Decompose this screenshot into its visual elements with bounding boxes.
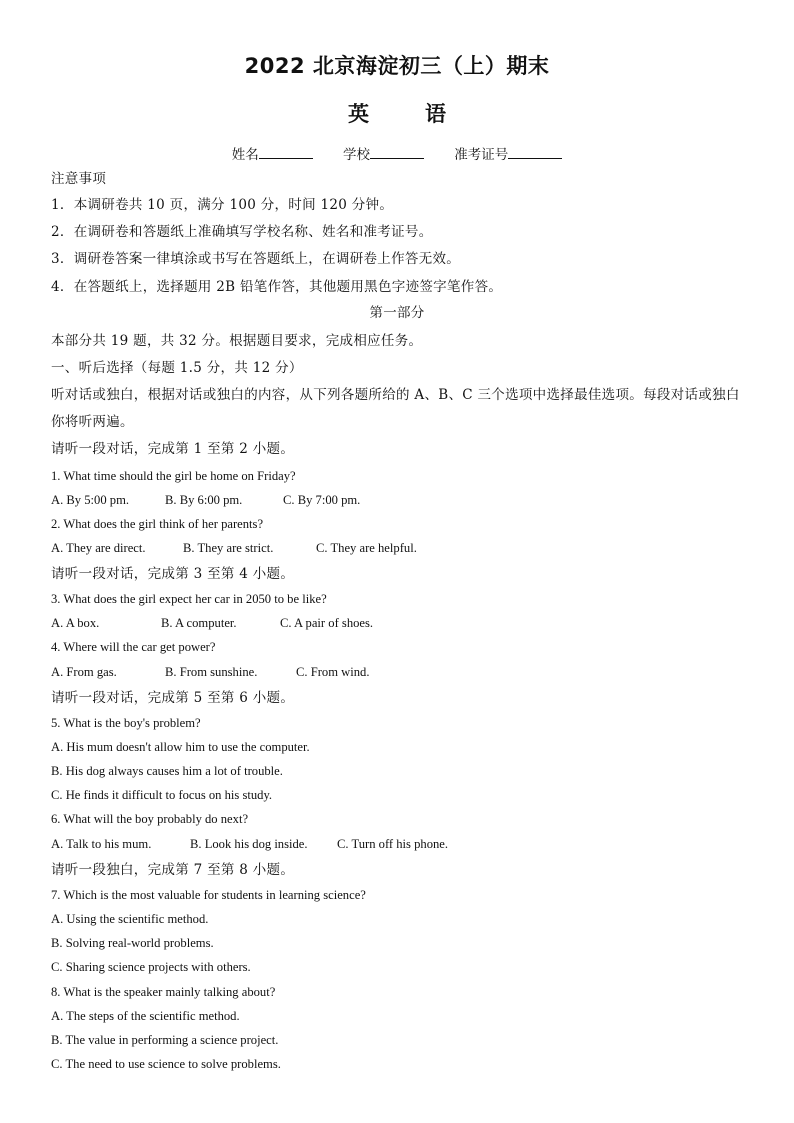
question-3-options — [51, 614, 373, 632]
group-prompt-4: 请听一段独白，完成第 7 至第 8 小题。 — [51, 862, 295, 878]
option-4c: C. From wind. — [296, 665, 370, 679]
question-2-options — [51, 539, 417, 557]
notice-item-2: 2．在调研卷和答题纸上准确填写学校名称、姓名和准考证号。 — [51, 224, 433, 240]
option-5a: A. His mum doesn't allow him to use the computer. — [51, 740, 310, 754]
option-8a: A. The steps of the scientific method. — [51, 1009, 240, 1023]
option-5c: C. He finds it difficult to focus on his study. — [51, 788, 273, 802]
option-1a: A. By 5:00 pm. — [51, 493, 130, 507]
subject-char-2: 语 — [425, 102, 446, 126]
exam-id-blank — [508, 146, 562, 159]
option-4a: A. From gas. — [51, 665, 117, 679]
notice-item-1: 1．本调研卷共 10 页，满分 100 分，时间 120 分钟。 — [51, 197, 394, 213]
notice-heading: 注意事项 — [51, 171, 107, 187]
part-intro: 本部分共 19 题，共 32 分。根据题目要求，完成相应任务。 — [51, 333, 423, 349]
name-field — [232, 143, 313, 163]
student-info-fields — [0, 143, 794, 163]
question-7: 7. Which is the most valuable for students in learning science? — [51, 888, 366, 902]
name-blank — [259, 146, 313, 159]
option-3c: C. A pair of shoes. — [280, 616, 374, 630]
exam-title: 2022 北京海淀初三（上）期末 — [244, 54, 550, 78]
group-prompt-3: 请听一段对话，完成第 5 至第 6 小题。 — [51, 690, 295, 706]
notice-item-3: 3．调研卷答案一律填涂或书写在答题纸上，在调研卷上作答无效。 — [51, 251, 461, 267]
instruction-line-1: 听对话或独白，根据对话或独白的内容，从下列各题所给的 A、B、C 三个选项中选择最佳选项。每段对话或独白 — [51, 387, 740, 403]
question-2: 2. What does the girl think of her parents? — [51, 517, 264, 531]
name-label: 姓名 — [231, 147, 259, 163]
option-1c: C. By 7:00 pm. — [283, 493, 361, 507]
question-4-options — [51, 663, 369, 681]
option-4b: B. From sunshine. — [165, 665, 258, 679]
option-6c: C. Turn off his phone. — [337, 837, 449, 851]
exam-id-field — [454, 143, 562, 163]
option-1b: B. By 6:00 pm. — [165, 493, 243, 507]
section-title: 一、听后选择（每题 1.5 分，共 12 分） — [51, 360, 303, 376]
subject-heading — [0, 98, 794, 128]
notice-item-4: 4．在答题纸上，选择题用 2B 铅笔作答，其他题用黑色字迹签字笔作答。 — [51, 279, 503, 295]
question-3: 3. What does the girl expect her car in 2050 to be like? — [51, 592, 327, 606]
school-blank — [370, 146, 424, 159]
option-2a: A. They are direct. — [51, 541, 146, 555]
school-label: 学校 — [343, 147, 370, 163]
question-1: 1. What time should the girl be home on Friday? — [51, 469, 296, 483]
option-3a: A. A box. — [51, 616, 100, 630]
school-field — [343, 143, 424, 163]
group-prompt-1: 请听一段对话，完成第 1 至第 2 小题。 — [51, 441, 295, 457]
question-1-options — [51, 491, 360, 509]
option-7b: B. Solving real-world problems. — [51, 936, 214, 950]
question-8: 8. What is the speaker mainly talking about? — [51, 985, 276, 999]
option-5b: B. His dog always causes him a lot of trouble. — [51, 764, 283, 778]
question-6-options — [51, 835, 448, 853]
option-8b: B. The value in performing a science project. — [51, 1033, 279, 1047]
part-heading: 第一部分 — [369, 305, 425, 321]
question-4: 4. Where will the car get power? — [51, 640, 216, 654]
option-8c: C. The need to use science to solve problems. — [51, 1057, 281, 1071]
exam-id-label: 准考证号 — [454, 147, 509, 163]
option-7a: A. Using the scientific method. — [51, 912, 209, 926]
option-2b: B. They are strict. — [183, 541, 274, 555]
option-2c: C. They are helpful. — [316, 541, 417, 555]
option-3b: B. A computer. — [161, 616, 237, 630]
group-prompt-2: 请听一段对话，完成第 3 至第 4 小题。 — [51, 566, 295, 582]
option-6b: B. Look his dog inside. — [190, 837, 308, 851]
option-7c: C. Sharing science projects with others. — [51, 960, 251, 974]
subject-char-1: 英 — [348, 102, 369, 126]
question-5: 5. What is the boy's problem? — [51, 716, 201, 730]
option-6a: A. Talk to his mum. — [51, 837, 152, 851]
question-6: 6. What will the boy probably do next? — [51, 812, 249, 826]
instruction-line-2: 你将听两遍。 — [51, 414, 134, 430]
